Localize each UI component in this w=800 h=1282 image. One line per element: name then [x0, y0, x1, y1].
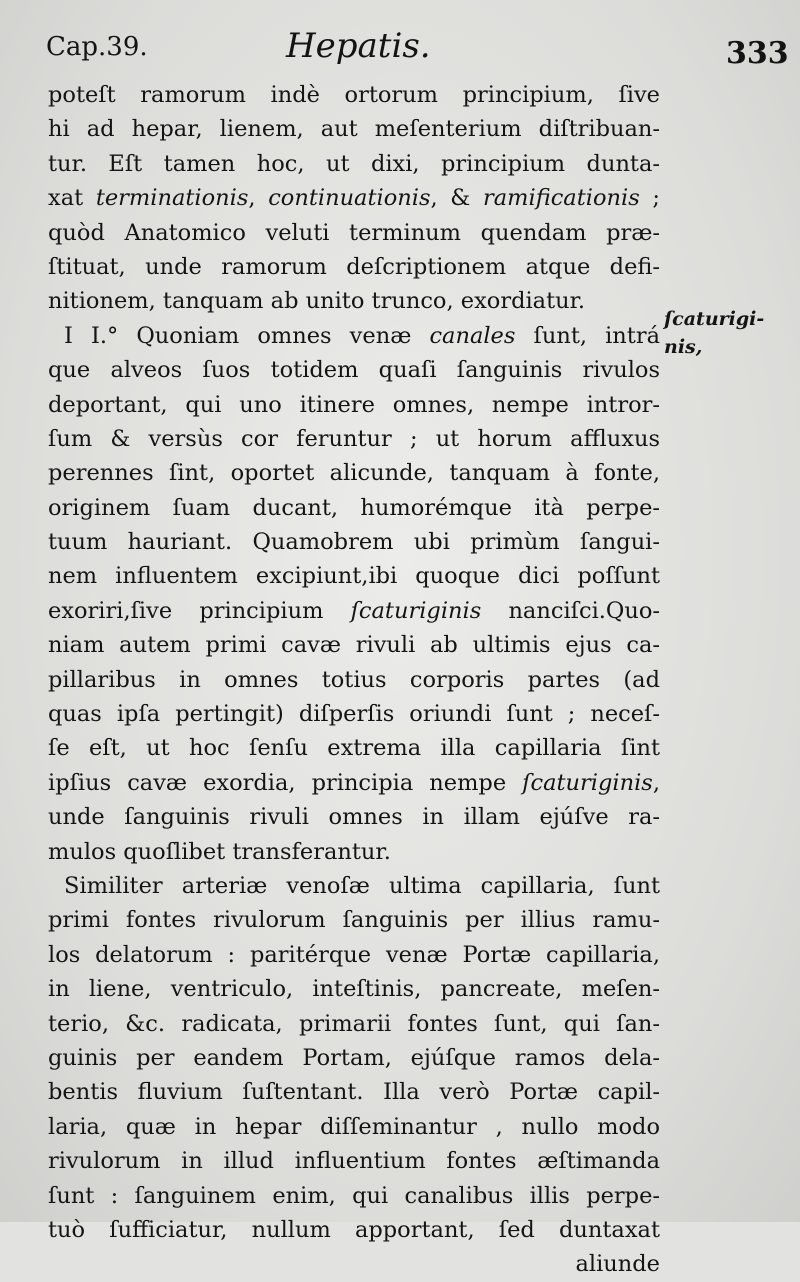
text-run: ſum & versùs cor feruntur ; ut horum affluxus	[48, 425, 660, 452]
text-run: ſunt : ſanguinem enim, qui canalibus illis perpe-	[48, 1182, 660, 1209]
text-run: ipſius cavæ exordia, principia nempe	[48, 769, 523, 796]
margin-note-line-2: nis,	[664, 336, 703, 358]
text-run: nem influentem excipiunt,ibi quoque dici poſſunt	[48, 563, 660, 590]
text-line	[48, 422, 660, 456]
text-line	[48, 938, 660, 972]
text-line	[48, 1144, 660, 1178]
text-line	[48, 559, 660, 593]
text-run: , &	[430, 185, 483, 212]
text-run: quas ipſa pertingit) diſperſis oriundi ſunt ; neceſ-	[48, 701, 660, 728]
text-run: quòd Anatomico veluti terminum quendam præ-	[48, 219, 660, 246]
text-run: ſtituat, unde ramorum deſcriptionem atque defi-	[48, 253, 660, 280]
text-run: nanciſci.Quo-	[481, 597, 661, 624]
text-run: pillaribus in omnes totius corporis partes (ad	[48, 666, 660, 693]
text-run: hi ad hepar, lienem, aut meſenterium diſtribuan-	[48, 116, 660, 143]
text-run: ſe eſt, ut hoc ſenſu extrema illa capillaria ſint	[48, 735, 660, 762]
text-run: exoriri,ſive principium	[48, 597, 351, 624]
text-line	[48, 800, 660, 834]
text-run: unde ſanguinis rivuli omnes in illam ejúſve ra-	[48, 804, 660, 831]
text-line	[48, 972, 660, 1006]
text-run: guinis per eandem Portam, ejúſque ramos dela-	[48, 1044, 660, 1071]
page-number: 333	[726, 36, 789, 71]
text-line	[48, 1179, 660, 1213]
text-line	[48, 628, 660, 662]
text-run: ſunt, intrá	[515, 322, 660, 349]
italic-run: ramificationis	[483, 185, 640, 212]
text-run: ,	[248, 185, 269, 212]
text-line	[48, 525, 660, 559]
text-run: deportant, qui uno itinere omnes, nempe intror-	[48, 391, 660, 418]
italic-run: ſcaturiginis	[350, 597, 482, 624]
text-run: niam autem primi cavæ rivuli ab ultimis ejus ca-	[48, 632, 660, 659]
chapter-label: Cap.39.	[46, 32, 148, 62]
text-run: primi fontes rivulorum ſanguinis per illius ramu-	[48, 907, 660, 934]
text-run: ,	[652, 769, 660, 796]
text-line	[48, 1007, 660, 1041]
text-run: ;	[639, 185, 660, 212]
text-line	[48, 353, 660, 387]
italic-run: canales	[429, 322, 516, 349]
text-line	[48, 1213, 660, 1247]
text-line	[48, 319, 660, 353]
text-line	[48, 250, 660, 284]
text-run: in liene, ventriculo, inteſtinis, pancreate, meſen-	[48, 976, 660, 1003]
text-line	[48, 181, 660, 215]
text-run: tuò ſufficiatur, nullum apportant, ſed duntaxat	[48, 1216, 660, 1243]
text-line	[48, 663, 660, 697]
text-line	[48, 388, 660, 422]
text-run: terio, &c. radicata, primarii fontes ſunt, qui ſan-	[48, 1010, 660, 1037]
italic-run: terminationis	[95, 185, 249, 212]
text-run: aliunde	[575, 1251, 660, 1278]
running-header	[0, 26, 800, 76]
text-run: bentis fluvium ſuſtentant. Illa verò Portæ capil-	[48, 1079, 660, 1106]
text-line	[48, 147, 660, 181]
text-run: Similiter arteriæ venoſæ ultima capillaria, ſunt	[64, 872, 660, 899]
text-line	[48, 1247, 660, 1281]
text-line	[48, 112, 660, 146]
text-line	[48, 78, 660, 112]
text-run: los delatorum : paritérque venæ Portæ capillaria,	[48, 941, 660, 968]
body-text	[48, 78, 660, 1282]
text-line	[48, 594, 660, 628]
text-line	[48, 491, 660, 525]
text-line	[48, 731, 660, 765]
text-run: que alveos ſuos totidem quaſi ſanguinis rivulos	[48, 357, 660, 384]
text-line	[48, 1041, 660, 1075]
text-run: laria, quæ in hepar diſſeminantur , nullo modo	[48, 1113, 660, 1140]
running-title: Hepatis.	[286, 26, 431, 66]
text-run: tuum hauriant. Quamobrem ubi primùm ſangui-	[48, 529, 660, 556]
text-line	[48, 216, 660, 250]
text-run: I I.° Quoniam omnes venæ	[64, 322, 430, 349]
text-line	[48, 697, 660, 731]
text-line	[48, 456, 660, 490]
text-line	[48, 835, 660, 869]
text-line	[48, 284, 660, 318]
text-run: perennes ſint, oportet alicunde, tanquam à fonte,	[48, 460, 660, 487]
text-line	[48, 1075, 660, 1109]
text-run: xat	[48, 185, 96, 212]
text-run: rivulorum in illud influentium fontes æſtimanda	[48, 1148, 660, 1175]
text-line	[48, 1110, 660, 1144]
text-run: poteſt ramorum indè ortorum principium, ſive	[48, 82, 660, 108]
text-run: nitionem, tanquam ab unito trunco, exordiatur.	[48, 288, 586, 315]
text-run: mulos quoſlibet transferantur.	[48, 838, 391, 865]
text-line	[48, 869, 660, 903]
italic-run: ſcaturiginis	[522, 769, 653, 796]
text-line	[48, 766, 660, 800]
text-line	[48, 903, 660, 937]
italic-run: continuationis	[268, 185, 431, 212]
text-run: originem ſuam ducant, humorémque ità perpe-	[48, 494, 660, 521]
margin-note-line-1: ſcaturigi-	[664, 308, 765, 330]
text-run: tur. Eſt tamen hoc, ut dixi, principium dunta-	[48, 150, 660, 177]
